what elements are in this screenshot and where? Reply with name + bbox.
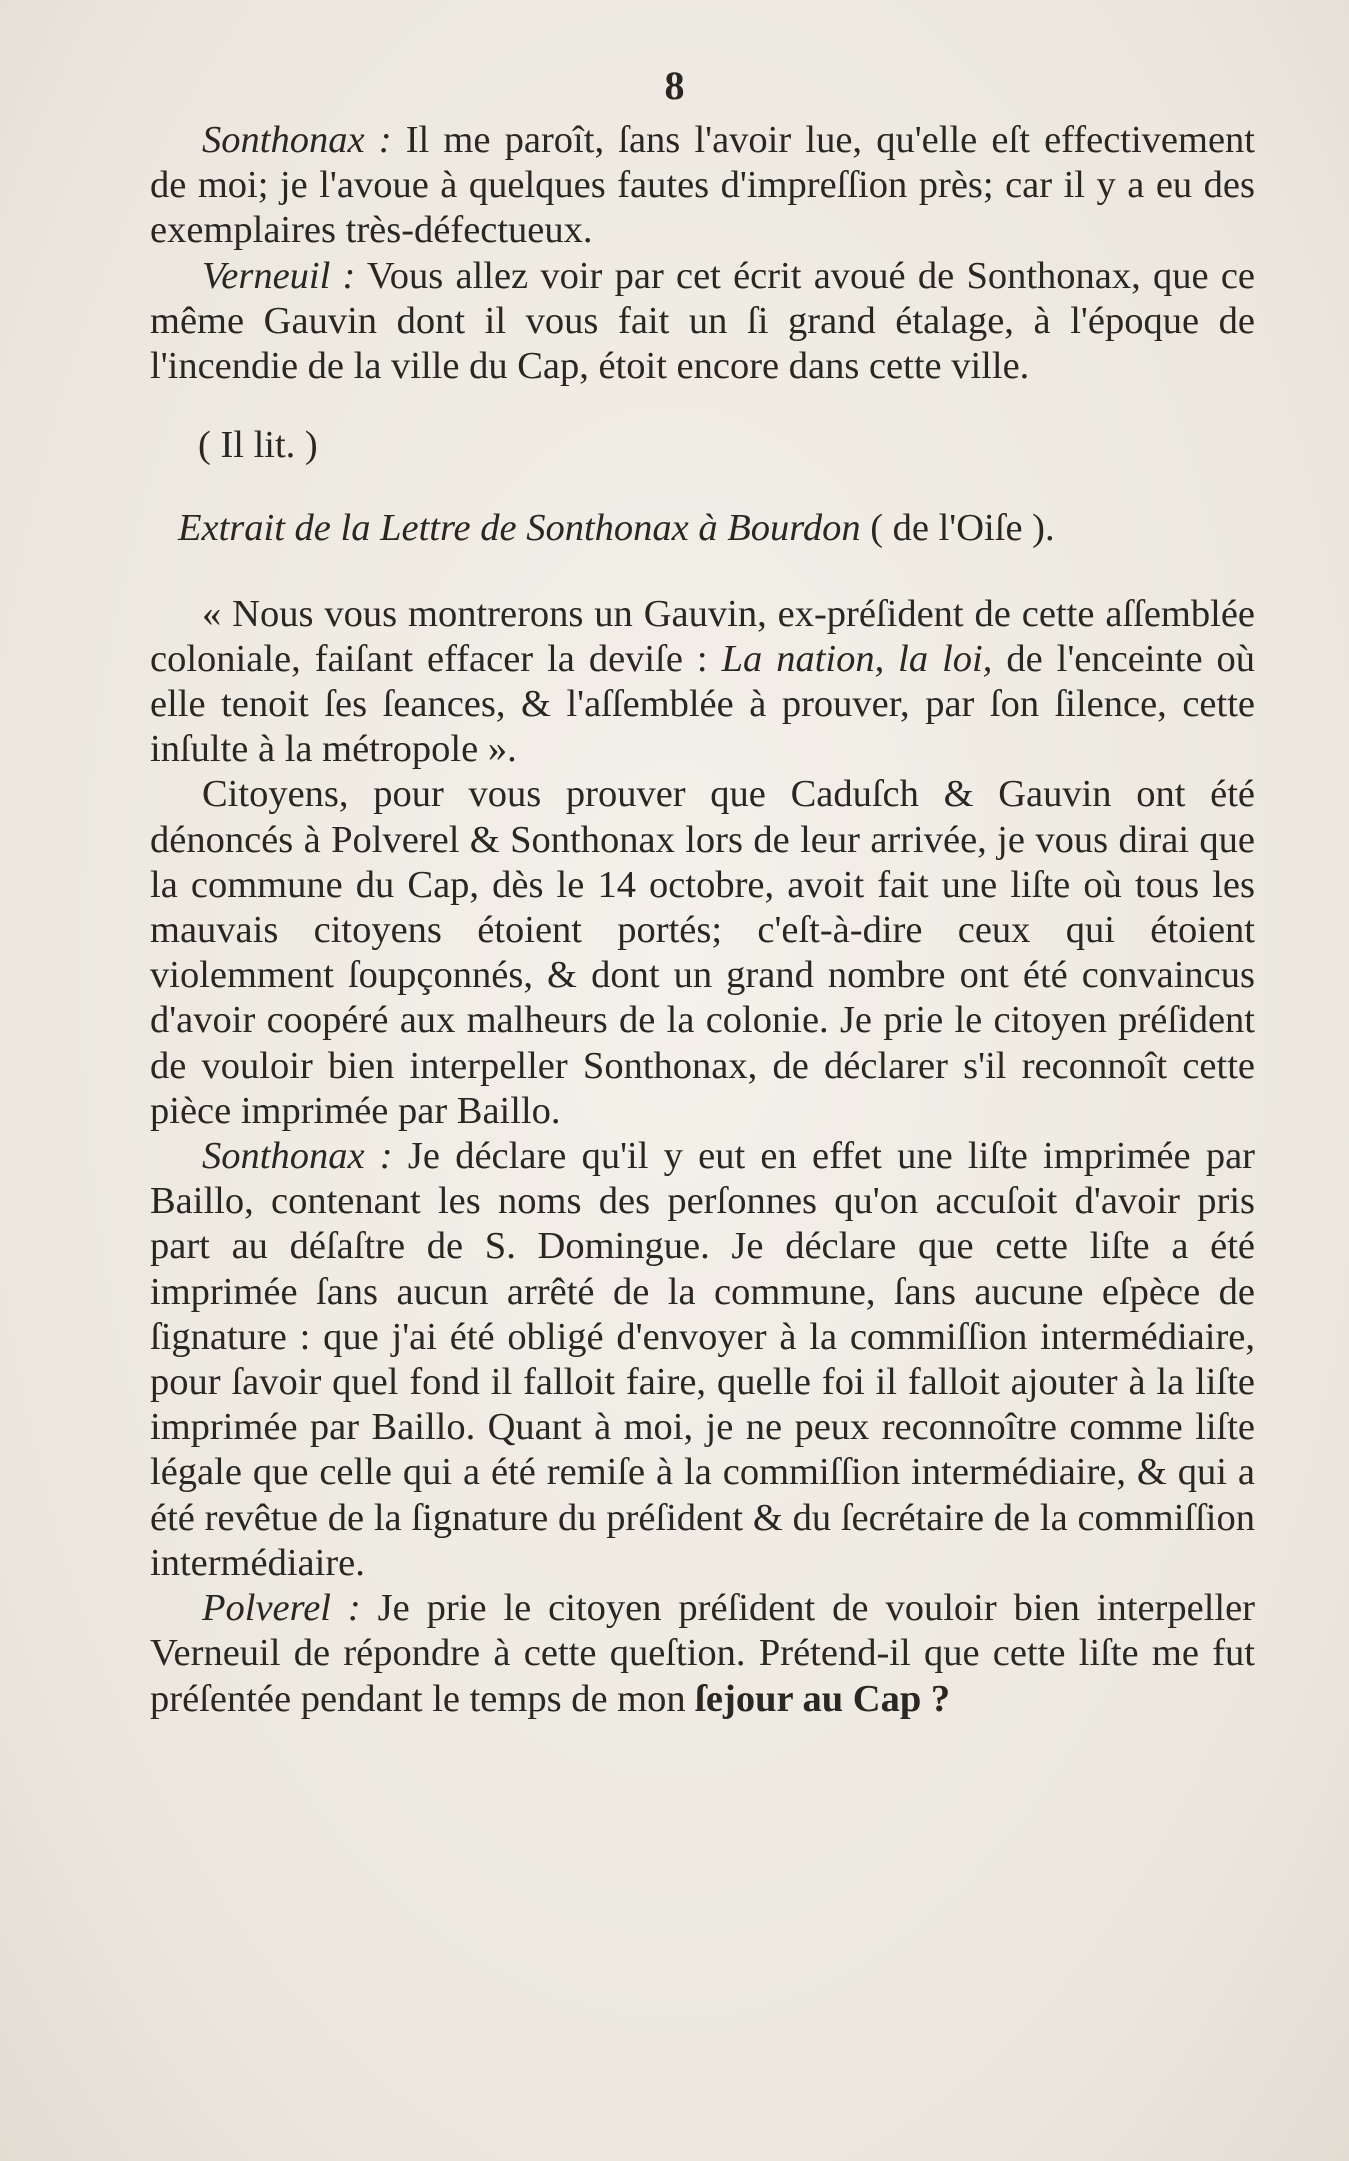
- speaker-name: Verneuil :: [202, 254, 356, 297]
- extract-heading-title: Extrait de la Lettre de Sonthonax à Bourdon: [178, 507, 861, 550]
- page-text: [150, 118, 1255, 1722]
- speaker-name: Sonthonax :: [202, 119, 392, 161]
- paragraph-verneuil: [150, 254, 1255, 390]
- quote-text-start: « Nous vous montrerons un Gauvin, ex-préſident de cette aſſemblée coloniale, faiſant effacer la deviſe :: [150, 592, 1255, 680]
- speaker-name: Sonthonax :: [202, 1135, 393, 1178]
- paragraph-text: Il me paroît, ſans l'avoir lue, qu'elle eſt effectivement de moi; je l'avoue à quelques fautes d'impreſſion près; car il y a eu des exemplaires très-défectueux.: [150, 119, 1256, 252]
- speaker-name: Polverel :: [202, 1587, 361, 1630]
- paragraph-sonthonax-1: [150, 118, 1255, 254]
- paragraph-last-words: ſejour au Cap ?: [695, 1677, 951, 1720]
- extract-heading-suffix: ( de l'Oiſe ).: [870, 507, 1055, 550]
- quote-text-end: de l'enceinte où elle tenoit ſes ſeances, & l'aſſemblée à prouver, par ſon ſilence, cette inſulte à la métropole ».: [150, 637, 1255, 771]
- page-number: 8: [664, 63, 685, 108]
- paragraph-polverel: [150, 1586, 1255, 1722]
- quote-motto: La nation, la loi,: [721, 637, 993, 680]
- stage-direction: ( Il lit. ): [198, 424, 318, 467]
- paragraph-sonthonax-2: [150, 1134, 1255, 1586]
- paragraph-text: Je prie le citoyen préſident de vouloir bien interpeller Verneuil de répondre à cette queſtion. Prétend-il que cette liſte me fut préſentée pendant le temps de mon: [150, 1587, 1255, 1720]
- paragraph-citoyens: Citoyens, pour vous prouver que Caduſch & Gauvin ont été dénoncés à Polverel & Sonthonax lors de leur arrivée, je vous dirai que la commune du Cap, dès le 14 octobre, avoit fait une liſte où tous les mauvais citoyens étoient portés; c'eſt-à-dire ceux qui étoient violemment ſoupçonnés, & dont un grand nombre ont été convaincus d'avoir coopéré aux malheurs de la colonie. Je prie le citoyen préſident de vouloir bien interpeller Sonthonax, de déclarer s'il reconnoît cette pièce imprimée par Baillo.: [150, 773, 1255, 1132]
- quoted-letter: [150, 592, 1255, 773]
- paragraph-text: Vous allez voir par cet écrit avoué de Sonthonax, que ce même Gauvin dont il vous fait un ſi grand étalage, à l'époque de l'incendie de la ville du Cap, étoit encore dans cette ville.: [150, 254, 1255, 388]
- extract-heading: [150, 506, 1255, 551]
- paragraph-text: Je déclare qu'il y eut en effet une liſte imprimée par Baillo, contenant les noms des perſonnes qu'on accuſoit d'avoir pris part au déſaſtre de S. Domingue. Je déclare que cette liſte a été imprimée ſans aucun arrêté de la commune, ſans aucune eſpèce de ſignature : que j'ai été obligé d'envoyer à la commiſſion intermédiaire, pour ſavoir quel fond il falloit faire, quelle foi il falloit ajouter à la liſte imprimée par Baillo. Quant à moi, je ne peux reconnoître comme liſte légale que celle qui a été remiſe à la commiſſion intermédiaire, & qui a été revêtue de la ſignature du préſident & du ſecrétaire de la commiſſion intermédiaire.: [150, 1135, 1256, 1584]
